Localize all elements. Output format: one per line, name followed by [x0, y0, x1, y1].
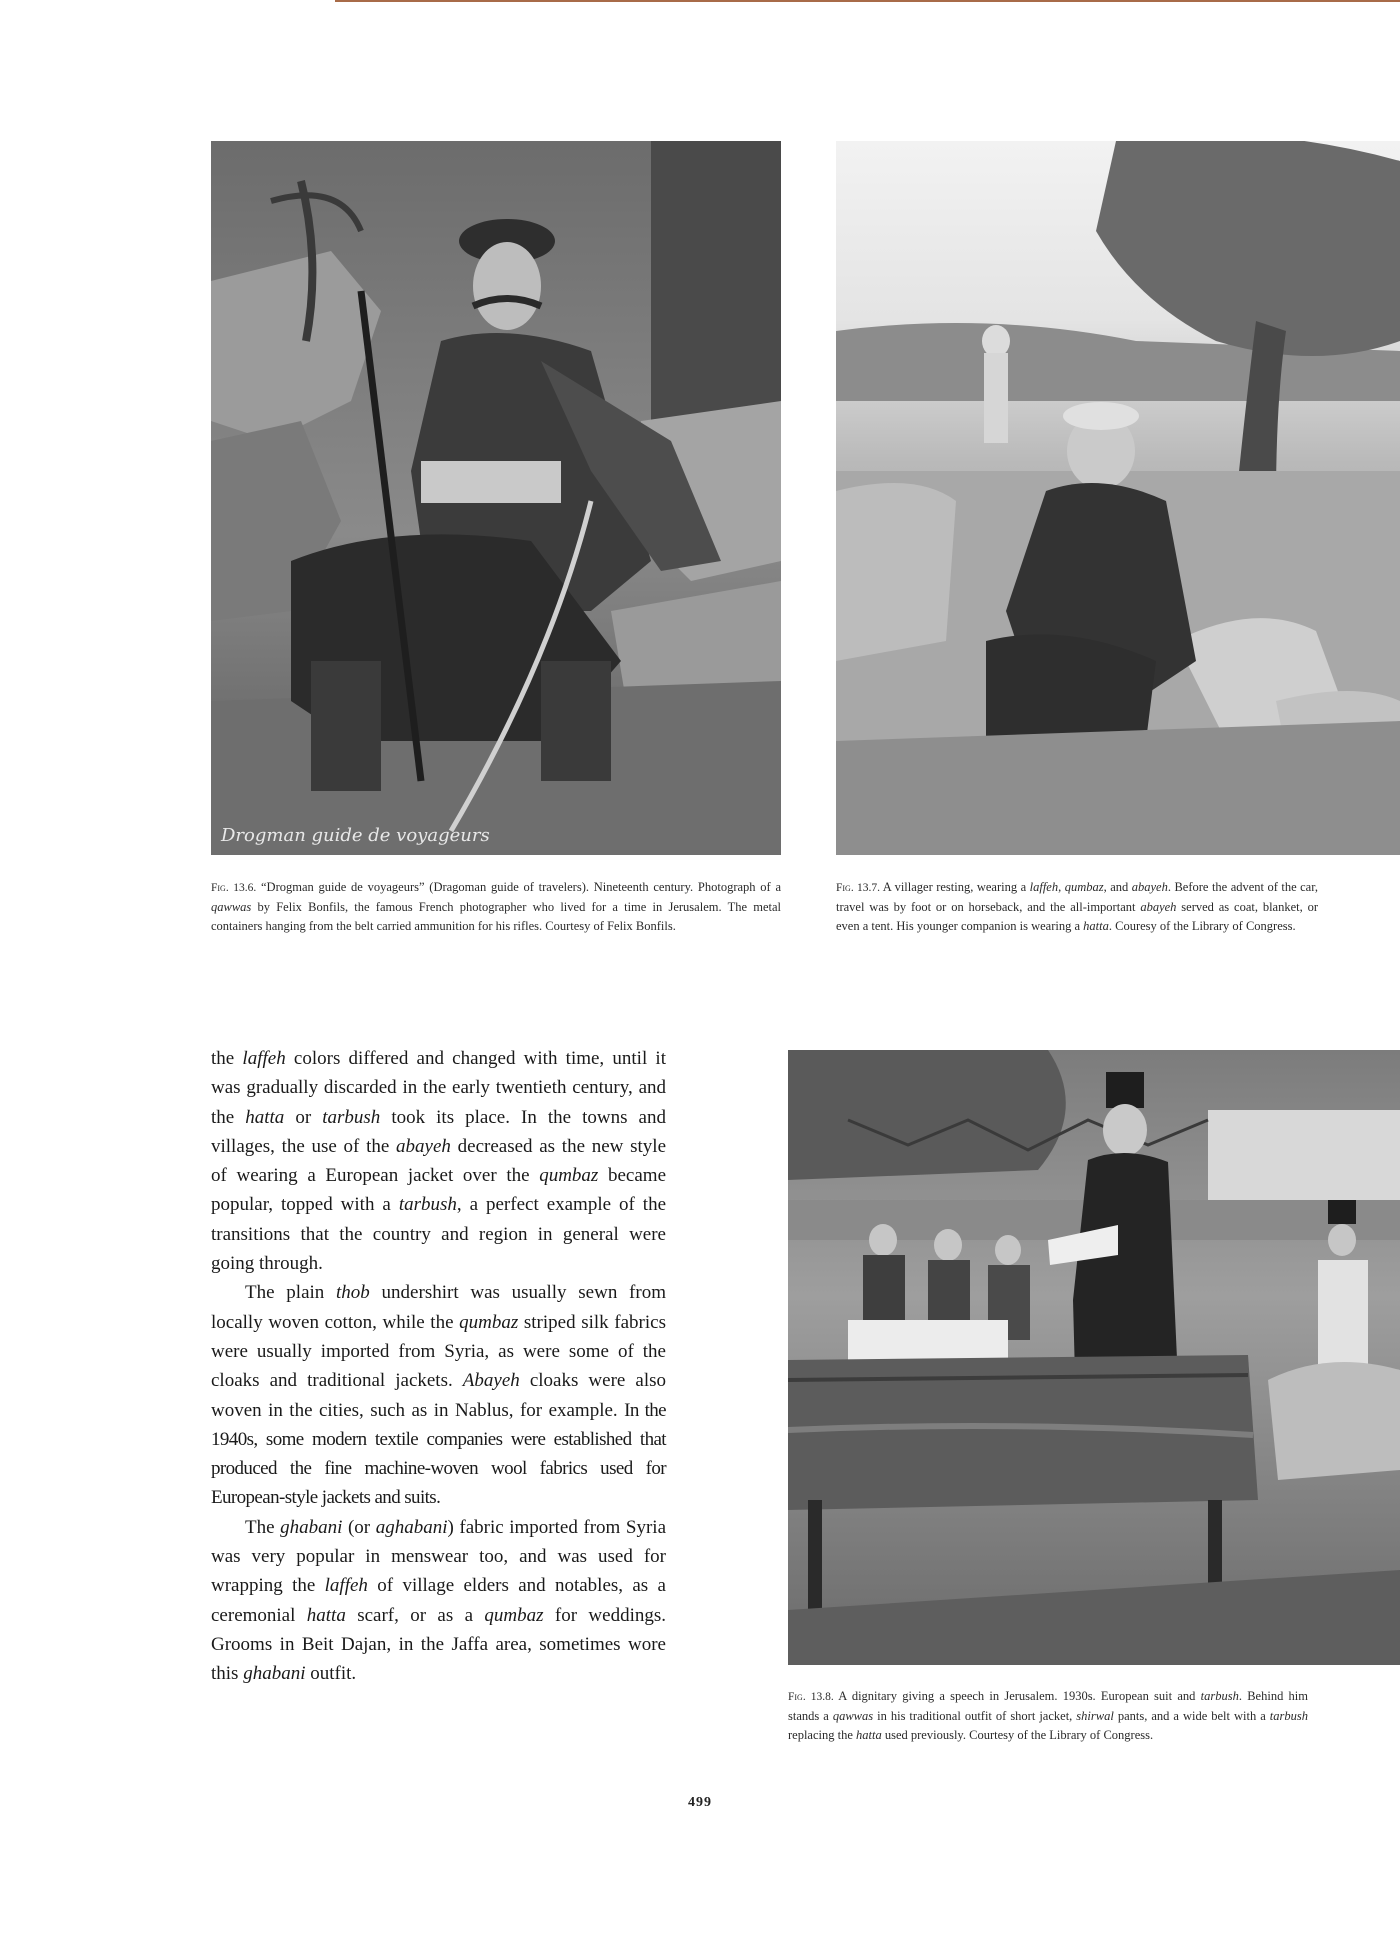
- italic-term: tarbush: [1200, 1689, 1239, 1703]
- figure-label: Fig. 13.6.: [211, 882, 257, 894]
- text-run: colors differed and changed with time, until it was gradually discarded in the early twentieth century, and the: [211, 1048, 666, 1128]
- italic-term: tarbush: [1269, 1709, 1308, 1723]
- text-run: A dignitary giving a speech in Jerusalem. 1930s. European suit and: [838, 1689, 1201, 1703]
- text-run: . Behind him stands a: [788, 1689, 1308, 1723]
- text-run: ) fabric imported from Syria was very popular in menswear too, and was used for wrapping the: [211, 1516, 666, 1597]
- text-run: ,: [1058, 880, 1065, 894]
- text-run: for weddings. Grooms in Beit Dajan, in the Jaffa area, sometimes wore this: [211, 1604, 666, 1685]
- caption-fig-13-7: [836, 878, 1318, 936]
- body-text-column: [211, 1044, 666, 1689]
- text-run: , a perfect example of the transitions that the country and region in general were going through.: [211, 1194, 667, 1275]
- text-run: The plain: [245, 1282, 337, 1304]
- italic-term: qumbaz: [539, 1165, 599, 1187]
- photo-dignitary-speech: [788, 1050, 1400, 1665]
- photo-dragoman-guide: [211, 141, 781, 855]
- italic-term: Abayeh: [462, 1370, 520, 1392]
- italic-term: qawwas: [211, 900, 252, 914]
- top-accent-rule: [335, 0, 1400, 2]
- caption-text: [788, 1689, 1308, 1742]
- italic-term: laffeh: [242, 1048, 286, 1069]
- text-run: replacing the: [788, 1728, 857, 1742]
- text-run: undershirt was usually sewn from locally woven cotton, while the: [211, 1282, 666, 1333]
- photo-dignitary-illustration: [788, 1050, 1400, 1665]
- text-run: took its place. In the towns and villages, the use of the: [211, 1106, 666, 1157]
- italic-term: qumbaz: [459, 1311, 519, 1333]
- italic-term: hatta: [1083, 919, 1109, 933]
- body-paragraph-1: [211, 1044, 666, 1278]
- italic-term: hatta: [245, 1106, 285, 1128]
- text-run: cloaks were also woven in the cities, such as in Nablus, for example.: [211, 1370, 667, 1421]
- text-run: in his traditional outfit of short jacket,: [873, 1709, 1077, 1723]
- italic-term: tarbush: [398, 1194, 457, 1216]
- photo-dragoman-illustration: [211, 141, 781, 855]
- caption-fig-13-8: [788, 1687, 1308, 1745]
- text-run: , and: [1103, 880, 1132, 894]
- italic-term: ghabani: [280, 1516, 343, 1538]
- italic-term: thob: [336, 1282, 370, 1304]
- photo-inscription: Drogman guide de voyageurs: [221, 825, 490, 846]
- italic-term: aghabani: [375, 1516, 448, 1538]
- text-run: pants, and a wide belt with a: [1113, 1709, 1270, 1723]
- caption-text: [836, 880, 1318, 933]
- text-run: by Felix Bonfils, the famous French photographer who lived for a time in Jerusalem. The metal containers hanging from the belt carried ammunition for his rifles. Courtesy of Felix Bonfils.: [211, 900, 781, 933]
- text-run: outfit.: [305, 1663, 357, 1685]
- text-run: of village elders and notables, as a ceremonial: [211, 1575, 666, 1626]
- italic-term: qawwas: [832, 1709, 874, 1723]
- photo-villager-illustration: [836, 141, 1400, 855]
- caption-fig-13-6: [211, 878, 781, 936]
- text-run: “Drogman guide de voyageurs” (Dragoman guide of travelers). Nineteenth century. Photograph of a: [261, 880, 782, 894]
- body-paragraph-2: [211, 1278, 666, 1512]
- body-paragraph-3: [211, 1513, 666, 1689]
- italic-term: tarbush: [322, 1106, 381, 1128]
- text-run: scarf, or as a: [345, 1604, 485, 1626]
- text-run: The: [245, 1516, 281, 1538]
- text-run: striped silk fabrics were usually imported from Syria, as were some of the cloaks and traditional jackets.: [211, 1311, 666, 1392]
- italic-term: hatta: [306, 1604, 346, 1626]
- italic-term: ghabani: [243, 1663, 306, 1685]
- italic-term: hatta: [856, 1728, 882, 1742]
- italic-term: laffeh: [324, 1575, 368, 1597]
- text-run: . Couresy of the Library of Congress.: [1108, 919, 1296, 933]
- figure-label: Fig. 13.7.: [836, 882, 880, 894]
- text-run: (or: [342, 1516, 376, 1538]
- page-number: 499: [688, 1795, 712, 1810]
- text-run: or: [284, 1106, 323, 1128]
- italic-term: laffeh: [1029, 880, 1059, 894]
- text-run: . Before the advent of the car, travel was by foot or on horseback, and the all-important: [836, 880, 1319, 914]
- text-run: served as coat, blanket, or even a tent. His younger companion is wearing a: [836, 900, 1318, 933]
- italic-term: abayeh: [396, 1135, 451, 1157]
- condensed-run: In the 1940s, some modern textile companies were established that produced the fine machine-woven wool fabrics used for European-style jackets and suits.: [211, 1399, 666, 1509]
- italic-term: qumbaz: [484, 1604, 544, 1626]
- italic-term: qumbaz: [1064, 880, 1104, 894]
- italic-term: shirwal: [1076, 1709, 1114, 1723]
- text-run: the: [211, 1048, 243, 1069]
- italic-term: abayeh: [1131, 880, 1168, 894]
- text-run: decreased as the new style of wearing a European jacket over the: [211, 1135, 666, 1187]
- caption-text: [211, 880, 781, 933]
- italic-term: abayeh: [1140, 900, 1177, 914]
- text-run: used previously. Courtesy of the Library of Congress.: [881, 1728, 1154, 1742]
- text-run: became popular, topped with a: [211, 1165, 666, 1216]
- text-run: A villager resting, wearing a: [882, 880, 1030, 894]
- figure-label: Fig. 13.8.: [788, 1691, 834, 1703]
- photo-villager-resting: [836, 141, 1400, 855]
